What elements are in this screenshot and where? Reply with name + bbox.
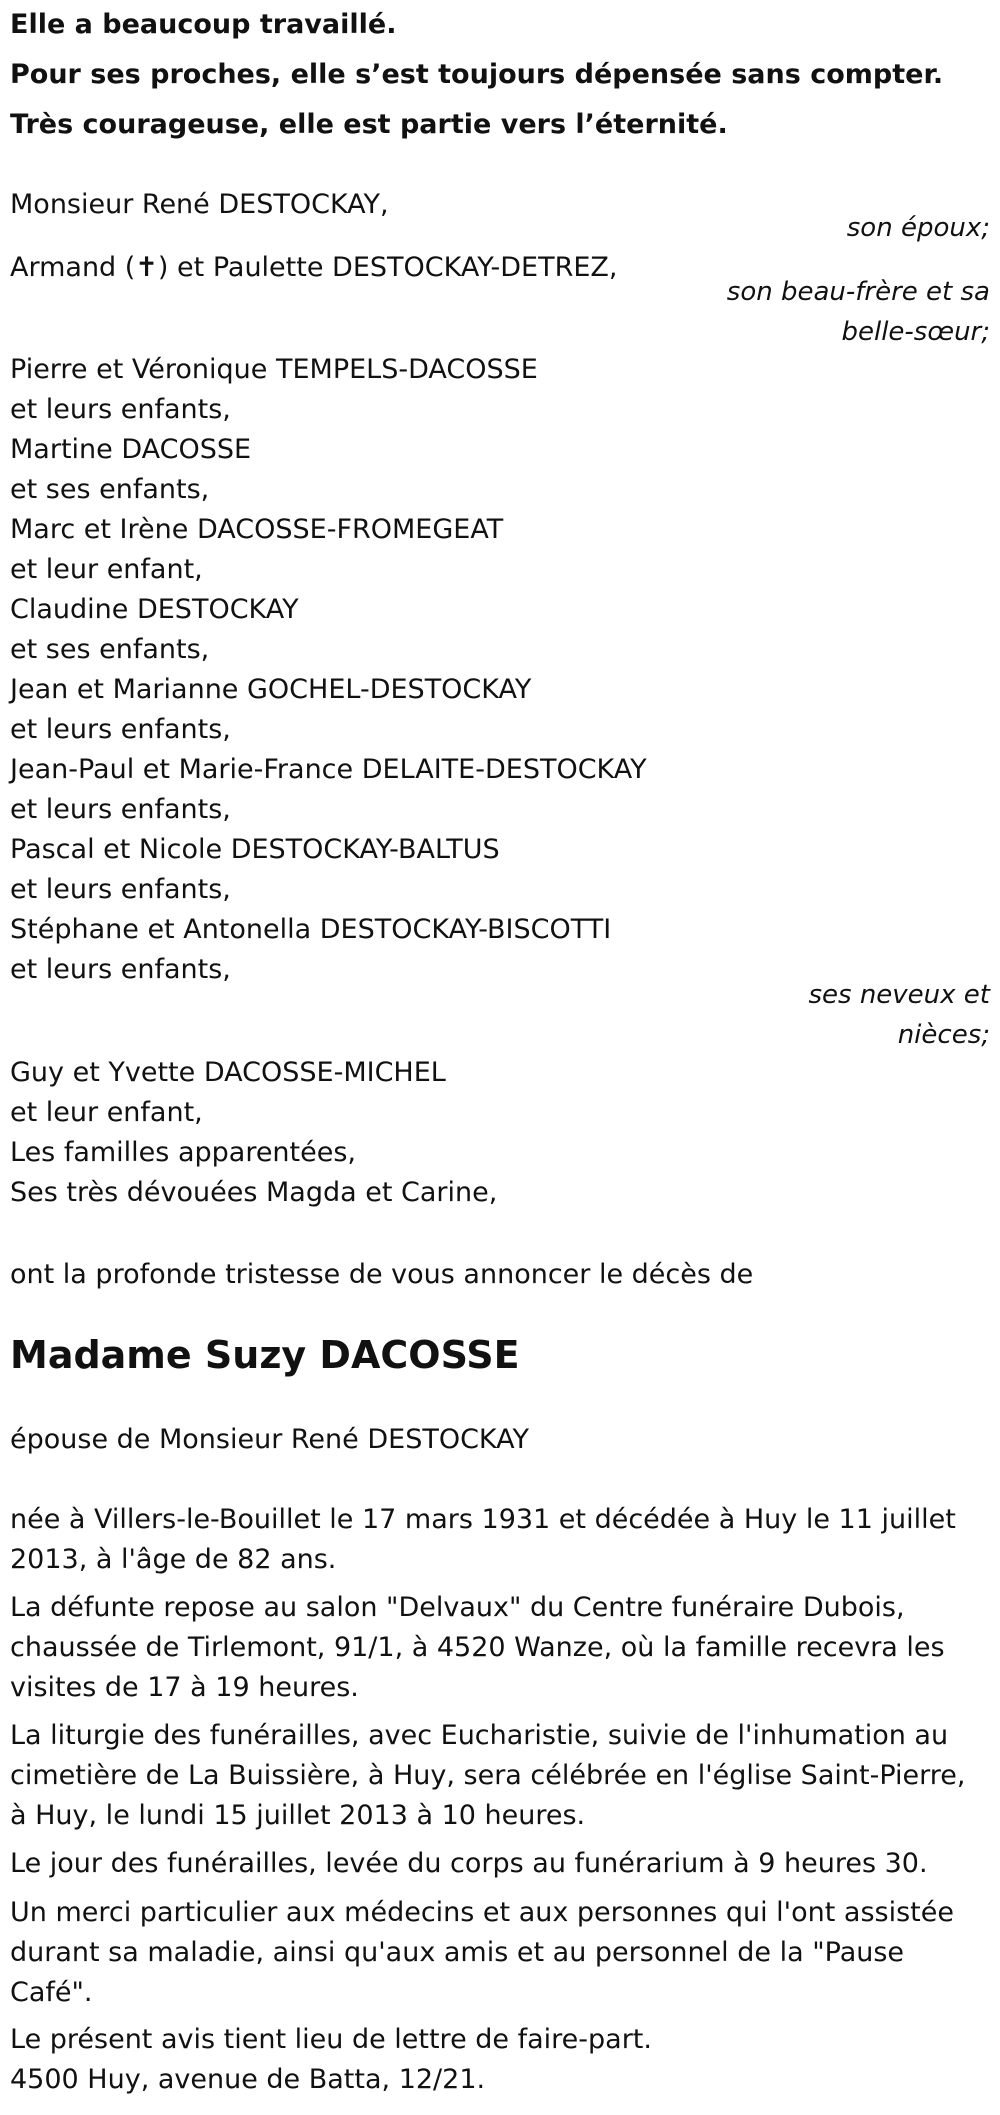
nephew-line: et ses enfants, <box>10 634 210 665</box>
details-thanks: Un merci particulier aux médecins et aux personnes qui l'ont assistée durant sa maladie, ainsi qu'aux amis et au personnel de la "Pause Café". <box>10 1897 954 2008</box>
nephew-line: et leurs enfants, <box>10 714 231 745</box>
details-paragraph <box>10 1500 985 1580</box>
nephew-line: et leurs enfants, <box>10 394 231 425</box>
nephew-line: Pascal et Nicole DESTOCKAY-BALTUS <box>10 834 500 865</box>
nephew-line: Jean-Paul et Marie-France DELAITE-DESTOCKAY <box>10 754 647 785</box>
inlaws-role-line-2: belle-sœur; <box>841 317 990 347</box>
nephew-line: et leurs enfants, <box>10 794 231 825</box>
spouse-role: son époux; <box>846 213 990 243</box>
nephews-role-line-2: nièces; <box>897 1020 990 1050</box>
intro-line-2: Pour ses proches, elle s’est toujours dépensée sans compter. <box>10 59 944 90</box>
nephew-line: Marc et Irène DACOSSE-FROMEGEAT <box>10 514 504 545</box>
details-rest-place: La défunte repose au salon "Delvaux" du Centre funéraire Dubois, chaussée de Tirlemont, 91/1, à 4520 Wanze, où la famille recevra les visites de 17 à 19 heures. <box>10 1592 945 1703</box>
details-paragraph <box>10 1588 985 1708</box>
footer-line-1: Le présent avis tient lieu de lettre de faire-part. <box>10 2024 652 2055</box>
other-family-line: et leur enfant, <box>10 1097 203 1128</box>
nephew-line: Pierre et Véronique TEMPELS-DACOSSE <box>10 354 538 385</box>
details-paragraph <box>10 1716 985 1836</box>
other-family-line: Ses très dévouées Magda et Carine, <box>10 1177 498 1208</box>
other-family-line: Les familles apparentées, <box>10 1137 357 1168</box>
nephew-line: et ses enfants, <box>10 474 210 505</box>
nephew-line: Stéphane et Antonella DESTOCKAY-BISCOTTI <box>10 914 612 945</box>
inlaws-role-line-1: son beau-frère et sa <box>726 277 990 307</box>
details-funeral-day: Le jour des funérailles, levée du corps au funérarium à 9 heures 30. <box>10 1848 928 1879</box>
details-paragraph <box>10 1893 985 2013</box>
inlaws-name: Armand (✝) et Paulette DESTOCKAY-DETREZ, <box>10 252 618 283</box>
nephew-line: Jean et Marianne GOCHEL-DESTOCKAY <box>10 674 532 705</box>
intro-line-3: Très courageuse, elle est partie vers l’éternité. <box>10 109 728 140</box>
footer-line-2: 4500 Huy, avenue de Batta, 12/21. <box>10 2064 486 2095</box>
details-liturgy: La liturgie des funérailles, avec Eucharistie, suivie de l'inhumation au cimetière de La Buissière, à Huy, sera célébrée en l'église Saint-Pierre, à Huy, le lundi 15 juillet 2013 à 10 heures. <box>10 1720 966 1831</box>
nephew-line: et leurs enfants, <box>10 954 231 985</box>
intro-line-1: Elle a beaucoup travaillé. <box>10 9 397 40</box>
details-paragraph <box>10 1844 985 1884</box>
spouse-of-text: épouse de Monsieur René DESTOCKAY <box>10 1424 530 1455</box>
nephew-line: Claudine DESTOCKAY <box>10 594 299 625</box>
other-family-line: Guy et Yvette DACOSSE-MICHEL <box>10 1057 446 1088</box>
nephew-line: Martine DACOSSE <box>10 434 252 465</box>
details-birth-death: née à Villers-le-Bouillet le 17 mars 1931 et décédée à Huy le 11 juillet 2013, à l'âge de 82 ans. <box>10 1504 956 1575</box>
announcement-text: ont la profonde tristesse de vous annoncer le décès de <box>10 1259 754 1290</box>
nephew-line: et leur enfant, <box>10 554 203 585</box>
deceased-name: Madame Suzy DACOSSE <box>10 1333 520 1377</box>
nephew-line: et leurs enfants, <box>10 874 231 905</box>
nephews-role-line-1: ses neveux et <box>808 980 990 1010</box>
spouse-name: Monsieur René DESTOCKAY, <box>10 189 389 220</box>
